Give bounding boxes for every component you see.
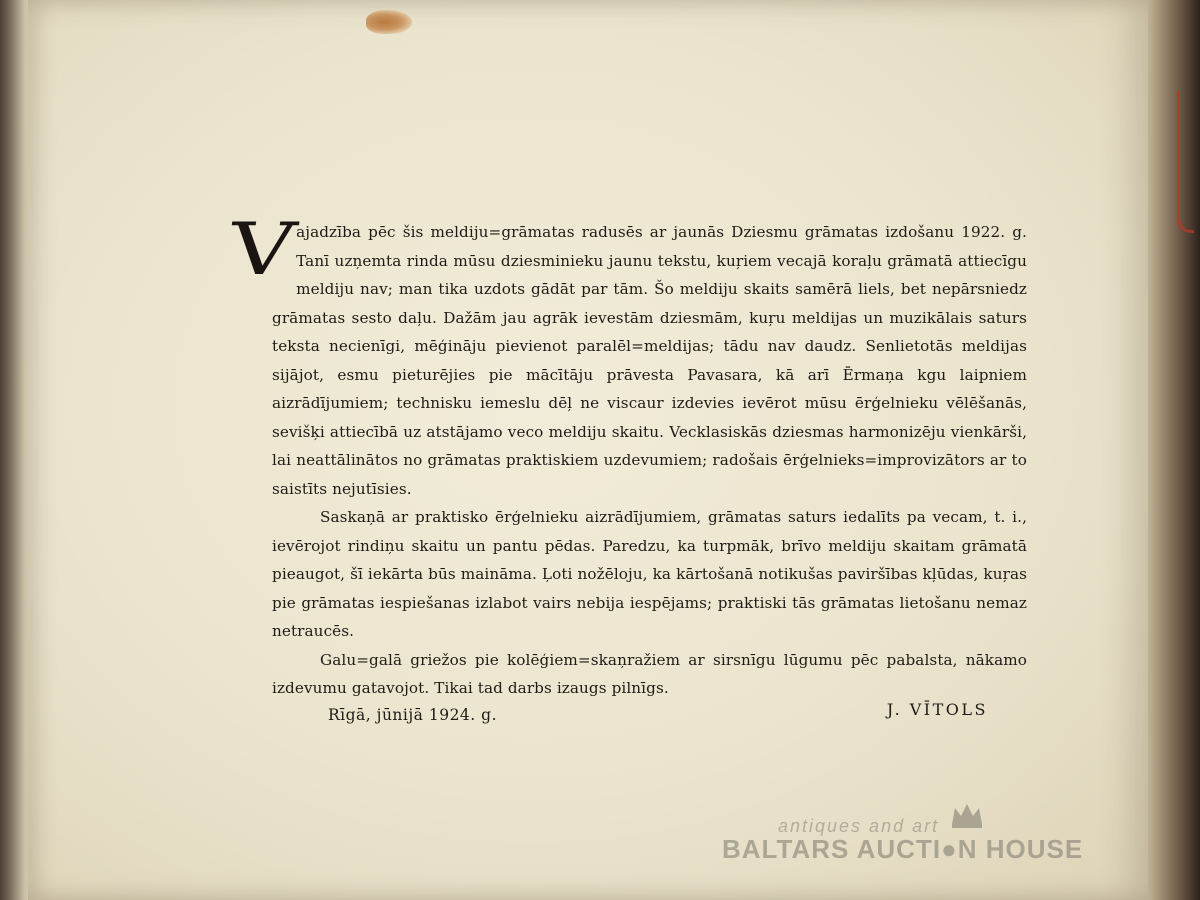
watermark-name: BALTARS AUCTI●N HOUSE (722, 834, 1084, 864)
paragraph-3: Galu=galā griežos pie kolēģiem=skaņražiem ar sirsnīgu lūgumu pēc pabalsta, nākamo izdevumu gatavojot. Tikai tad darbs izaugs pilnīgs. (272, 650, 1027, 697)
paragraph-1 (223, 207, 1027, 503)
signature-row (328, 700, 988, 740)
preface-text (223, 207, 1027, 703)
author-signature: J. VĪTOLS (886, 700, 988, 719)
drop-cap: V (223, 207, 301, 291)
watermark-tagline: antiques and art (778, 816, 940, 836)
paper-stain (366, 10, 412, 34)
paragraph-2: Saskaņā ar praktisko ērģelnieku aizrādījumiem, grāmatas saturs iedalīts pa vecam, t. i., ievērojot rindiņu skaitu un pantu pēdas. Paredzu, ka turpmāk, brīvo meldiju skaitam grāmatā pieaugot, šī iekārta būs maināma. Ļoti nožēloju, ka kārtošanā notikušas paviršības kļūdas, kuŗas pie grāmatas iespiešanas izlabot vairs nebija iespējams; praktiski tās grāmatas lietošanu nemaz netraucēs. (272, 508, 1027, 640)
place-date: Rīgā, jūnijā 1924. g. (328, 706, 497, 724)
auction-watermark (720, 800, 1140, 880)
crown-icon (950, 802, 984, 828)
paragraph-1-text: ajadzība pēc šis meldiju=grāmatas radusēs ar jaunās Dziesmu grāmatas izdošanu 1922. g. Tanī uzņemta rinda mūsu dziesminieku jaunu tekstu, kuŗiem vecajā koraļu grāmatā attiecīgu meldiju nav; man tika uzdots gādāt par tām. Šo meldiju skaits samērā liels, bet nepārsniedz grāmatas sesto daļu. Dažām jau agrāk ievestām dziesmām, kuŗu meldijas un muzikālais saturs teksta necienīgi, mēģināju pievienot paralēl=meldijas; tādu nav daudz. Senlietotās meldijas sijājot, esmu pieturējies pie mācītāju prāvesta Pavasara, kā arī Ērmaņa kgu laipniem aizrādījumiem; technisku iemeslu dēļ ne viscaur izdevies ievērot mūsu ērģelnieku vēlēšanās, sevišķi attiecībā uz atstājamo veco meldiju skaitu. Vecklasiskās dziesmas harmonizēju vienkārši, lai neattālinātos no grāmatas praktiskiem uzdevumiem; radošais ērģelnieks=improvizātors ar to saistīts nejutīsies. (272, 223, 1027, 498)
red-cover-accent (1177, 90, 1194, 233)
